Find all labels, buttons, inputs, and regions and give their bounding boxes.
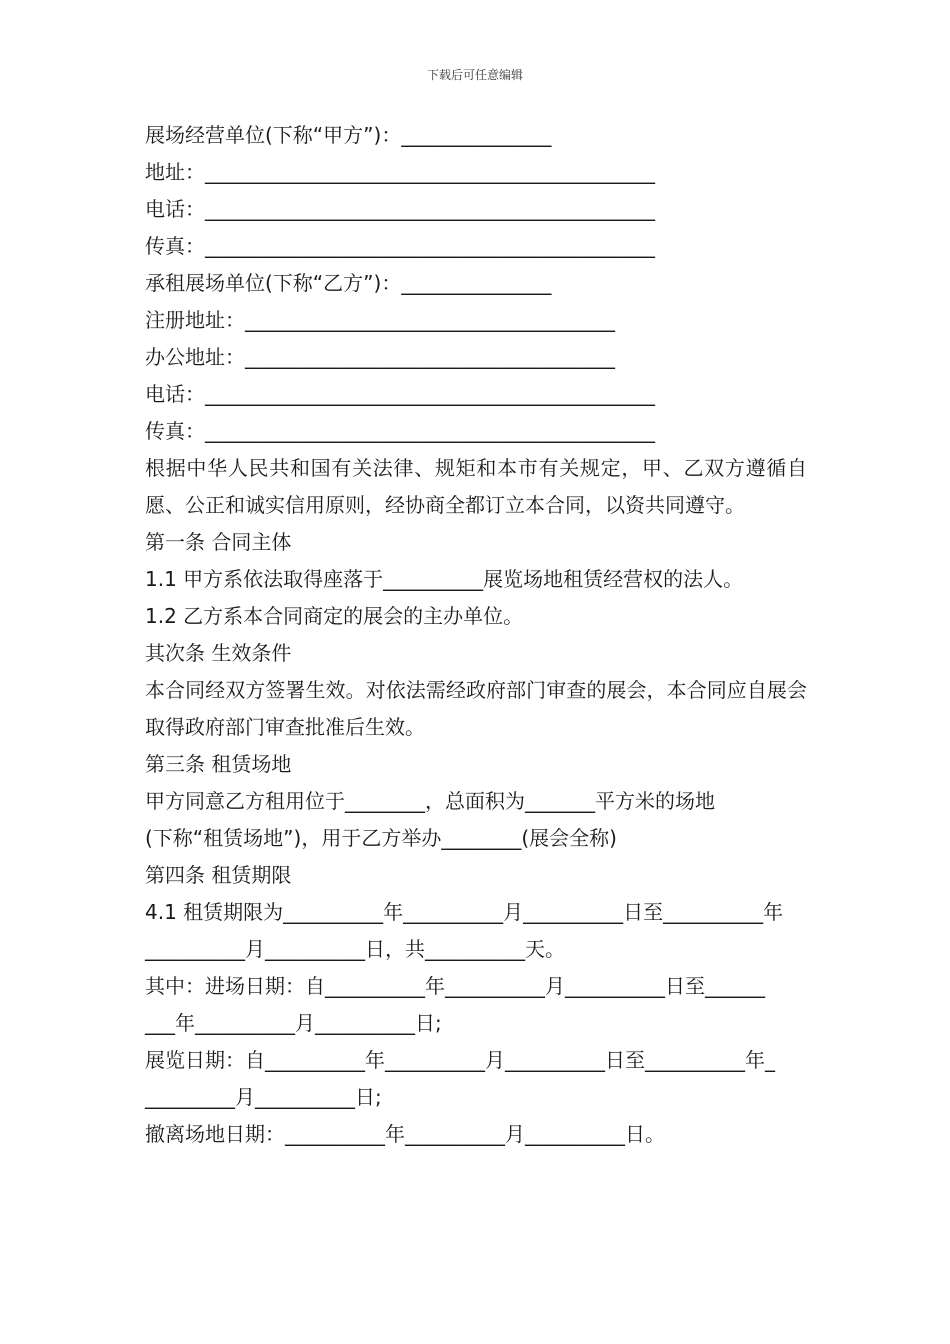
article-4-entry-line-1: 其中：进场日期：自__________年__________月__________日至______ <box>145 974 765 998</box>
page-header: 下载后可任意编辑 <box>426 68 523 82</box>
party-a-address-line: 地址：_____________________________________________ <box>145 160 655 184</box>
party-b-fax-line: 传真：_____________________________________________ <box>145 419 655 443</box>
article-1-title: 第一条 合同主体 <box>145 530 292 554</box>
document-body <box>145 117 807 1153</box>
article-3-title: 第三条 租赁场地 <box>145 752 292 776</box>
article-4-withdraw-line: 撤离场地日期：__________年__________月__________日。 <box>145 1122 665 1146</box>
article-2-text: 本合同经双方签署生效。对依法需经政府部门审查的展会，本合同应自展会取得政府部门审查批准后生效。 <box>145 678 807 739</box>
article-1-item-1: 1.1 甲方系依法取得座落于__________展览场地租赁经营权的法人。 <box>145 567 744 591</box>
party-b-name-line: 承租展场单位(下称“乙方”)：_______________ <box>145 271 552 295</box>
article-4-exhibit-line-1: 展览日期：自__________年__________月__________日至__________年_ <box>145 1048 775 1072</box>
article-4-term-line-1: 4.1 租赁期限为__________年__________月__________日至__________年 <box>145 900 784 924</box>
party-a-name-line: 展场经营单位(下称“甲方”)：_______________ <box>145 123 552 147</box>
party-b-office-address-line: 办公地址：_____________________________________ <box>145 345 615 369</box>
article-3-line-2: (下称“租赁场地”)，用于乙方举办________(展会全称) <box>145 826 617 850</box>
party-a-phone-line: 电话：_____________________________________________ <box>145 197 655 221</box>
article-4-exhibit-line-2: _________月__________日; <box>145 1085 382 1109</box>
intro-paragraph: 根据中华人民共和国有关法律、规矩和本市有关规定，甲、乙双方遵循自愿、公正和诚实信用原则，经协商全都订立本合同，以资共同遵守。 <box>145 456 807 517</box>
article-4-entry-line-2: ___年__________月__________日; <box>145 1011 442 1035</box>
article-4-title: 第四条 租赁期限 <box>145 863 292 887</box>
party-b-registered-address-line: 注册地址：_____________________________________ <box>145 308 615 332</box>
article-1-item-2: 1.2 乙方系本合同商定的展会的主办单位。 <box>145 604 524 628</box>
party-b-phone-line: 电话：_____________________________________________ <box>145 382 655 406</box>
article-3-line-1: 甲方同意乙方租用位于________，总面积为_______平方米的场地 <box>145 789 715 813</box>
article-2-title: 其次条 生效条件 <box>145 641 292 665</box>
party-a-fax-line: 传真：_____________________________________________ <box>145 234 655 258</box>
article-4-term-line-2: __________月__________日，共__________天。 <box>145 937 565 961</box>
